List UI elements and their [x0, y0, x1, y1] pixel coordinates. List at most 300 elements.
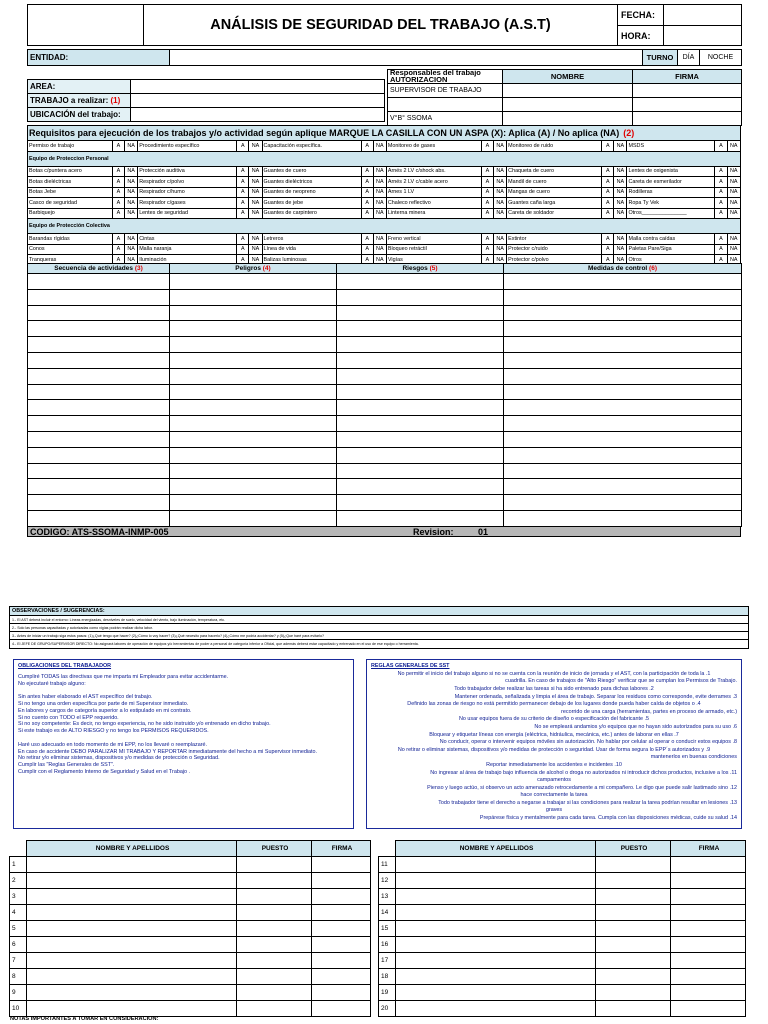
signature-nombre-field[interactable]: [396, 921, 596, 937]
signature-row-number: 12: [379, 873, 396, 889]
signature-row-number: 1: [10, 857, 27, 873]
aplica-box[interactable]: A: [112, 141, 124, 152]
revision-number: 01: [478, 527, 489, 537]
signature-puesto-field[interactable]: [237, 953, 312, 969]
aplica-box[interactable]: A: [361, 234, 373, 245]
aplica-box[interactable]: A: [602, 255, 614, 266]
signature-firma-field[interactable]: [312, 969, 371, 985]
no-aplica-box[interactable]: NA: [249, 208, 262, 219]
activity-cell[interactable]: [504, 447, 742, 463]
activity-cell[interactable]: [337, 321, 504, 337]
aplica-box[interactable]: A: [481, 166, 493, 177]
hora-field[interactable]: [664, 26, 742, 46]
signature-puesto-field[interactable]: [596, 921, 671, 937]
aplica-box[interactable]: A: [715, 255, 727, 266]
no-aplica-box[interactable]: NA: [727, 141, 740, 152]
signature-puesto-field[interactable]: [596, 953, 671, 969]
no-aplica-box[interactable]: NA: [494, 141, 507, 152]
activity-cell[interactable]: [504, 431, 742, 447]
signature-firma-field[interactable]: [671, 873, 746, 889]
activity-cell[interactable]: [504, 274, 742, 290]
activity-cell[interactable]: [170, 384, 337, 400]
aplica-box[interactable]: A: [715, 177, 727, 188]
signature-header-nombre: NOMBRE Y APELLIDOS: [396, 841, 596, 857]
aplica-box[interactable]: A: [237, 208, 249, 219]
aplica-box[interactable]: A: [361, 166, 373, 177]
no-aplica-box[interactable]: NA: [125, 198, 138, 209]
aplica-box[interactable]: A: [715, 234, 727, 245]
signature-puesto-field[interactable]: [237, 889, 312, 905]
aplica-box[interactable]: A: [112, 234, 124, 245]
activity-cell[interactable]: [28, 289, 170, 305]
no-aplica-box[interactable]: NA: [614, 187, 627, 198]
activity-cell[interactable]: [170, 400, 337, 416]
activity-cell[interactable]: [170, 479, 337, 495]
checklist-item-label: Freno vertical: [386, 234, 481, 245]
no-aplica-box[interactable]: NA: [614, 166, 627, 177]
signature-puesto-field[interactable]: [596, 937, 671, 953]
turno-noche[interactable]: NOCHE: [700, 50, 742, 66]
activity-cell[interactable]: [28, 416, 170, 432]
activity-cell[interactable]: [28, 510, 170, 526]
signature-nombre-field[interactable]: [27, 873, 237, 889]
aplica-box[interactable]: A: [237, 244, 249, 255]
signature-row-number: 11: [379, 857, 396, 873]
signature-firma-field[interactable]: [312, 985, 371, 1001]
activity-cell[interactable]: [170, 495, 337, 511]
checklist-item-label: Guantes de jebe: [262, 198, 361, 209]
no-aplica-box[interactable]: NA: [614, 208, 627, 219]
trabajo-field[interactable]: [131, 94, 385, 108]
no-aplica-box[interactable]: NA: [373, 198, 386, 209]
no-aplica-box[interactable]: NA: [373, 177, 386, 188]
signature-puesto-field[interactable]: [596, 905, 671, 921]
activity-cell[interactable]: [337, 495, 504, 511]
aplica-box[interactable]: A: [361, 244, 373, 255]
aplica-box[interactable]: A: [237, 255, 249, 266]
regla-line: Reportar inmediatamente los accidentes e incidentes .10: [486, 761, 622, 768]
checklist-item-label: Lentes de seguridad: [138, 208, 237, 219]
regla-line: graves: [545, 807, 563, 814]
no-aplica-box[interactable]: NA: [249, 166, 262, 177]
activity-cell[interactable]: [504, 510, 742, 526]
activity-cell[interactable]: [337, 400, 504, 416]
signature-firma-field[interactable]: [671, 905, 746, 921]
no-aplica-box[interactable]: NA: [494, 198, 507, 209]
aplica-box[interactable]: A: [715, 198, 727, 209]
no-aplica-box[interactable]: NA: [614, 141, 627, 152]
activity-cell[interactable]: [28, 463, 170, 479]
aplica-box[interactable]: A: [361, 255, 373, 266]
aplica-box[interactable]: A: [481, 141, 493, 152]
aplica-box[interactable]: A: [715, 141, 727, 152]
aplica-box[interactable]: A: [361, 141, 373, 152]
aplica-box[interactable]: A: [602, 208, 614, 219]
signature-puesto-field[interactable]: [596, 1001, 671, 1017]
activity-cell[interactable]: [28, 337, 170, 353]
obligaciones-box: [13, 659, 354, 829]
activity-cell[interactable]: [337, 274, 504, 290]
signature-nombre-field[interactable]: [396, 857, 596, 873]
activity-cell[interactable]: [28, 495, 170, 511]
no-aplica-box[interactable]: NA: [727, 166, 740, 177]
no-aplica-box[interactable]: NA: [249, 198, 262, 209]
no-aplica-box[interactable]: NA: [494, 255, 507, 266]
signature-firma-field[interactable]: [312, 937, 371, 953]
activity-cell[interactable]: [28, 431, 170, 447]
signature-puesto-field[interactable]: [596, 889, 671, 905]
signature-puesto-field[interactable]: [237, 857, 312, 873]
responsable-nombre[interactable]: [503, 112, 633, 126]
fecha-field[interactable]: [664, 5, 742, 26]
aplica-box[interactable]: A: [112, 208, 124, 219]
activity-cell[interactable]: [337, 368, 504, 384]
no-aplica-box[interactable]: NA: [249, 244, 262, 255]
signature-nombre-field[interactable]: [396, 905, 596, 921]
regla-line: cuadrilla. En caso de trabajos de "Alto Riesgo" verificar que se cumplan los Permisos de Trabajo.: [505, 678, 737, 685]
aplica-box[interactable]: A: [715, 208, 727, 219]
entidad-field[interactable]: [170, 50, 643, 66]
activity-cell[interactable]: [170, 368, 337, 384]
aplica-box[interactable]: A: [112, 244, 124, 255]
obligacion-line: Haré uso adecuado en todo momento de mi EPP, no los llevaré o reemplazaré.: [18, 741, 207, 748]
no-aplica-box[interactable]: NA: [727, 255, 740, 266]
aplica-box[interactable]: A: [237, 187, 249, 198]
activity-cell[interactable]: [28, 384, 170, 400]
checklist-item-label: Arnés 2 LV c/cable acero: [386, 177, 481, 188]
activity-cell[interactable]: [504, 416, 742, 432]
signature-firma-field[interactable]: [312, 953, 371, 969]
aplica-box[interactable]: A: [481, 177, 493, 188]
aplica-box[interactable]: A: [361, 177, 373, 188]
no-aplica-box[interactable]: NA: [494, 177, 507, 188]
no-aplica-box[interactable]: NA: [249, 255, 262, 266]
signature-nombre-field[interactable]: [396, 969, 596, 985]
aplica-box[interactable]: A: [112, 177, 124, 188]
activity-cell[interactable]: [504, 495, 742, 511]
regla-line: campamentos: [537, 777, 571, 784]
signature-nombre-field[interactable]: [27, 905, 237, 921]
no-aplica-box[interactable]: NA: [373, 234, 386, 245]
responsable-nombre[interactable]: [503, 98, 633, 112]
activity-cell[interactable]: [28, 479, 170, 495]
epc-title: [28, 219, 741, 234]
aplica-box[interactable]: A: [602, 244, 614, 255]
activity-cell[interactable]: [504, 321, 742, 337]
signature-nombre-field[interactable]: [27, 857, 237, 873]
no-aplica-box[interactable]: NA: [125, 166, 138, 177]
activity-header-text: Medidas de control: [588, 265, 648, 272]
responsable-firma[interactable]: [633, 98, 742, 112]
aplica-box[interactable]: A: [481, 187, 493, 198]
no-aplica-box[interactable]: NA: [494, 187, 507, 198]
activity-cell[interactable]: [504, 384, 742, 400]
activity-cell[interactable]: [28, 274, 170, 290]
checklist-item-label: Monitoreo de ruido: [507, 141, 602, 152]
activity-cell[interactable]: [28, 321, 170, 337]
signature-firma-field[interactable]: [671, 937, 746, 953]
no-aplica-box[interactable]: NA: [125, 255, 138, 266]
signature-puesto-field[interactable]: [596, 857, 671, 873]
aplica-box[interactable]: A: [602, 187, 614, 198]
no-aplica-box[interactable]: NA: [373, 208, 386, 219]
responsables-title: Responsables del trabajo AUTORIZACION: [388, 70, 503, 84]
activity-cell[interactable]: [504, 368, 742, 384]
no-aplica-box[interactable]: NA: [494, 244, 507, 255]
obligacion-line: En caso de accidente DEBO PARALIZAR MI TRABAJO Y REPORTAR inmediatamente del hecho a mi Supervisor inmediato.: [18, 748, 318, 755]
signature-nombre-field[interactable]: [27, 953, 237, 969]
signature-firma-field[interactable]: [312, 905, 371, 921]
signature-nombre-field[interactable]: [27, 985, 237, 1001]
activity-cell[interactable]: [337, 431, 504, 447]
activity-cell[interactable]: [504, 337, 742, 353]
entidad-label: ENTIDAD:: [28, 50, 170, 66]
aplica-box[interactable]: A: [602, 198, 614, 209]
activity-cell[interactable]: [337, 384, 504, 400]
no-aplica-box[interactable]: NA: [727, 198, 740, 209]
signature-firma-field[interactable]: [312, 921, 371, 937]
signature-corner: [379, 841, 396, 857]
aplica-box[interactable]: A: [237, 166, 249, 177]
no-aplica-box[interactable]: NA: [373, 166, 386, 177]
signature-nombre-field[interactable]: [27, 1001, 237, 1017]
activity-cell[interactable]: [170, 463, 337, 479]
checklist-item-label: Barandas rígidas: [28, 234, 113, 245]
signature-puesto-field[interactable]: [237, 985, 312, 1001]
aplica-box[interactable]: A: [602, 141, 614, 152]
aplica-box[interactable]: A: [112, 166, 124, 177]
aplica-box[interactable]: A: [112, 198, 124, 209]
signature-firma-field[interactable]: [312, 857, 371, 873]
activity-cell[interactable]: [504, 289, 742, 305]
signature-nombre-field[interactable]: [27, 937, 237, 953]
checklist-item-label: Botas c/puntera acero: [28, 166, 113, 177]
no-aplica-box[interactable]: NA: [249, 141, 262, 152]
regla-line: recorrido de una carga (herramientas, partes en proceso de armado, etc.): [561, 708, 737, 715]
aplica-box[interactable]: A: [237, 141, 249, 152]
activity-cell[interactable]: [337, 416, 504, 432]
no-aplica-box[interactable]: NA: [727, 234, 740, 245]
responsable-firma[interactable]: [633, 112, 742, 126]
signature-puesto-field[interactable]: [237, 873, 312, 889]
aplica-box[interactable]: A: [361, 208, 373, 219]
signature-nombre-field[interactable]: [396, 873, 596, 889]
obligacion-line: Cumpliré TODAS las directivas que me imparta mi Empleador para evitar accidentarme.: [18, 673, 229, 680]
obligacion-line: [18, 687, 349, 694]
requisitos-table: [27, 125, 741, 266]
checklist-item-label: Protección auditiva: [138, 166, 237, 177]
activity-cell[interactable]: [170, 416, 337, 432]
aplica-box[interactable]: A: [237, 198, 249, 209]
activity-cell[interactable]: [170, 274, 337, 290]
activity-cell[interactable]: [170, 321, 337, 337]
signature-puesto-field[interactable]: [596, 985, 671, 1001]
signature-firma-field[interactable]: [671, 953, 746, 969]
activity-cell[interactable]: [337, 289, 504, 305]
no-aplica-box[interactable]: NA: [125, 208, 138, 219]
activity-cell[interactable]: [337, 479, 504, 495]
aplica-box[interactable]: A: [481, 244, 493, 255]
no-aplica-box[interactable]: NA: [614, 255, 627, 266]
no-aplica-box[interactable]: NA: [614, 234, 627, 245]
no-aplica-box[interactable]: NA: [249, 177, 262, 188]
signature-firma-field[interactable]: [671, 857, 746, 873]
no-aplica-box[interactable]: NA: [373, 187, 386, 198]
activity-cell[interactable]: [170, 289, 337, 305]
signature-firma-field[interactable]: [671, 969, 746, 985]
checklist-item-label: Chaleco reflectivo: [386, 198, 481, 209]
observaciones-box: [9, 606, 749, 649]
signature-firma-field[interactable]: [671, 889, 746, 905]
aplica-box[interactable]: A: [237, 177, 249, 188]
activity-cell[interactable]: [337, 447, 504, 463]
checklist-item-label: Guantes dieléctricos: [262, 177, 361, 188]
signature-nombre-field[interactable]: [396, 889, 596, 905]
aplica-box[interactable]: A: [237, 234, 249, 245]
aplica-box[interactable]: A: [481, 198, 493, 209]
activity-cell[interactable]: [337, 463, 504, 479]
no-aplica-box[interactable]: NA: [125, 187, 138, 198]
aplica-box[interactable]: A: [602, 166, 614, 177]
no-aplica-box[interactable]: NA: [125, 234, 138, 245]
signature-nombre-field[interactable]: [396, 985, 596, 1001]
logo-cell: [28, 5, 144, 46]
no-aplica-box[interactable]: NA: [727, 187, 740, 198]
responsable-firma[interactable]: [633, 84, 742, 98]
no-aplica-box[interactable]: NA: [727, 244, 740, 255]
no-aplica-box[interactable]: NA: [373, 244, 386, 255]
checklist-item-label: Botas Jebe: [28, 187, 113, 198]
requisitos-title: [28, 126, 741, 141]
aplica-box[interactable]: A: [112, 187, 124, 198]
signature-nombre-field[interactable]: [396, 953, 596, 969]
aplica-box[interactable]: A: [602, 177, 614, 188]
turno-dia[interactable]: DÍA: [678, 50, 700, 66]
signature-firma-field[interactable]: [312, 873, 371, 889]
no-aplica-box[interactable]: NA: [614, 244, 627, 255]
signature-puesto-field[interactable]: [596, 969, 671, 985]
activity-cell[interactable]: [28, 368, 170, 384]
signature-puesto-field[interactable]: [237, 969, 312, 985]
regla-line: No conducir, operar o intervenir equipos móviles sin autorización. No hablar por celular al operar o conducir estos equipos .8: [439, 739, 737, 746]
activity-cell[interactable]: [28, 400, 170, 416]
aplica-box[interactable]: A: [715, 244, 727, 255]
signature-puesto-field[interactable]: [237, 937, 312, 953]
signature-row-number: 3: [10, 889, 27, 905]
no-aplica-box[interactable]: NA: [494, 234, 507, 245]
signature-puesto-field[interactable]: [237, 1001, 312, 1017]
activity-cell[interactable]: [170, 447, 337, 463]
signature-firma-field[interactable]: [671, 921, 746, 937]
aplica-box[interactable]: A: [361, 198, 373, 209]
signature-nombre-field[interactable]: [396, 1001, 596, 1017]
aplica-box[interactable]: A: [361, 187, 373, 198]
activity-cell[interactable]: [28, 305, 170, 321]
no-aplica-box[interactable]: NA: [727, 177, 740, 188]
no-aplica-box[interactable]: NA: [249, 234, 262, 245]
ubicacion-field[interactable]: [131, 108, 385, 122]
signature-nombre-field[interactable]: [27, 889, 237, 905]
checklist-item-label: Malla contra caídas: [627, 234, 715, 245]
signature-firma-field[interactable]: [312, 889, 371, 905]
no-aplica-box[interactable]: NA: [727, 208, 740, 219]
signature-firma-field[interactable]: [312, 1001, 371, 1017]
activity-cell[interactable]: [170, 337, 337, 353]
activity-cell[interactable]: [170, 431, 337, 447]
checklist-item-label: Otros: [627, 255, 715, 266]
epp-title: [28, 151, 741, 166]
signature-nombre-field[interactable]: [27, 921, 237, 937]
signature-puesto-field[interactable]: [237, 905, 312, 921]
no-aplica-box[interactable]: NA: [494, 208, 507, 219]
signature-header-firma: FIRMA: [671, 841, 746, 857]
activity-cell[interactable]: [170, 305, 337, 321]
signature-puesto-field[interactable]: [237, 921, 312, 937]
signature-puesto-field[interactable]: [596, 873, 671, 889]
signature-firma-field[interactable]: [671, 1001, 746, 1017]
signature-nombre-field[interactable]: [27, 969, 237, 985]
checklist-item-label: Careta de esmerilador: [627, 177, 715, 188]
obligacion-line: No ejecutaré trabajo alguno:: [18, 680, 86, 687]
no-aplica-box[interactable]: NA: [494, 166, 507, 177]
activity-cell[interactable]: [170, 352, 337, 368]
activity-cell[interactable]: [337, 305, 504, 321]
no-aplica-box[interactable]: NA: [125, 244, 138, 255]
no-aplica-box[interactable]: NA: [249, 187, 262, 198]
checklist-item-label: Lentes de oxigenista: [627, 166, 715, 177]
activity-column-header: [28, 264, 170, 274]
signature-firma-field[interactable]: [671, 985, 746, 1001]
no-aplica-box[interactable]: NA: [125, 177, 138, 188]
activity-cell[interactable]: [28, 352, 170, 368]
activity-header-ref: (4): [262, 265, 271, 272]
no-aplica-box[interactable]: NA: [614, 177, 627, 188]
responsable-nombre[interactable]: [503, 84, 633, 98]
checklist-item-label: Guantes caña larga: [507, 198, 602, 209]
activity-cell[interactable]: [504, 400, 742, 416]
aplica-box[interactable]: A: [481, 255, 493, 266]
aplica-box[interactable]: A: [602, 234, 614, 245]
no-aplica-box[interactable]: NA: [373, 255, 386, 266]
no-aplica-box[interactable]: NA: [373, 141, 386, 152]
entidad-table: [27, 49, 742, 66]
checklist-item-label: Casco de seguridad: [28, 198, 113, 209]
activity-cell[interactable]: [337, 510, 504, 526]
aplica-box[interactable]: A: [481, 234, 493, 245]
activity-cell[interactable]: [170, 510, 337, 526]
signature-nombre-field[interactable]: [396, 937, 596, 953]
no-aplica-box[interactable]: NA: [125, 141, 138, 152]
aplica-box[interactable]: A: [481, 208, 493, 219]
no-aplica-box[interactable]: NA: [614, 198, 627, 209]
signature-row-number: 7: [10, 953, 27, 969]
regla-line: Prepárese física y mentalmente para cada tarea. Cumpla con las disposiciones médicas, cuide su salud .14: [479, 815, 737, 822]
requisitos-title-text: Requisitos para ejecución de los trabajos y/o actividad según aplique MARQUE LA CASILLA CON UN ASPA (X): Aplica (A) / No aplica (NA): [29, 128, 620, 138]
activity-cell[interactable]: [504, 463, 742, 479]
activity-cell[interactable]: [28, 447, 170, 463]
activity-cell[interactable]: [504, 479, 742, 495]
activity-cell[interactable]: [504, 305, 742, 321]
aplica-box[interactable]: A: [715, 166, 727, 177]
activity-cell[interactable]: [337, 352, 504, 368]
signature-row-number: 4: [10, 905, 27, 921]
activity-cell[interactable]: [337, 337, 504, 353]
aplica-box[interactable]: A: [112, 255, 124, 266]
obligacion-line: Cumplir las "Reglas Generales de SST".: [18, 762, 115, 769]
area-field[interactable]: [131, 80, 385, 94]
activity-cell[interactable]: [504, 352, 742, 368]
aplica-box[interactable]: A: [715, 187, 727, 198]
